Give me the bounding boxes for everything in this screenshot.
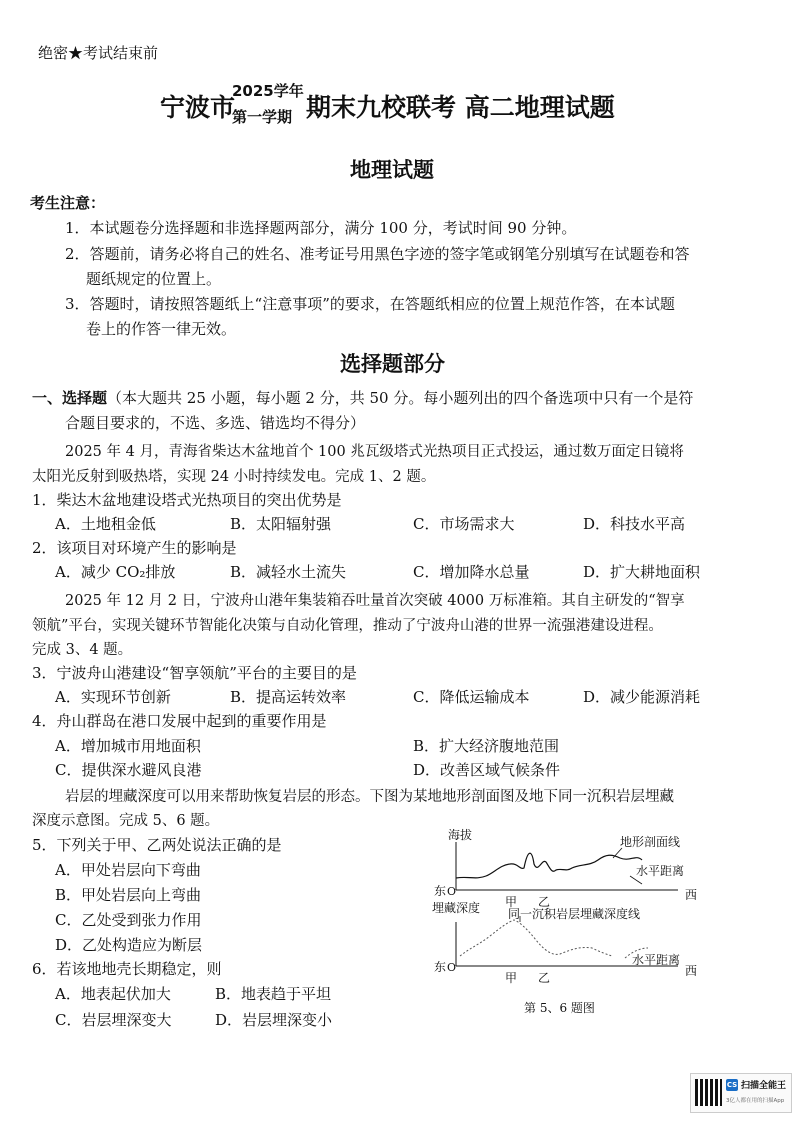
bottom-ylabel: 埋藏深度 xyxy=(432,901,481,915)
question-3-stem: 3．宁波舟山港建设“智享领航”平台的主要目的是 xyxy=(32,664,357,682)
title-term: 第一学期 xyxy=(232,108,293,126)
qr-code-icon xyxy=(695,1079,722,1106)
question-6-option-a[interactable]: A．地表起伏加大 xyxy=(55,985,171,1003)
question-3-option-b[interactable]: B．提高运转效率 xyxy=(230,688,347,706)
question-3-option-c[interactable]: C．降低运输成本 xyxy=(413,688,530,706)
question-6-option-d[interactable]: D．岩层埋深变小 xyxy=(215,1011,333,1029)
question-2-stem: 2．该项目对环境产生的影响是 xyxy=(32,539,237,557)
question-4-stem: 4．舟山群岛在港口发展中起到的重要作用是 xyxy=(32,712,327,730)
passage-1-line: 太阳光反射到吸热塔，实现 24 小时持续发电。完成 1、2 题。 xyxy=(32,469,436,485)
question-4-option-b[interactable]: B．扩大经济腹地范围 xyxy=(413,737,560,755)
passage-2-line: 领航”平台，实现关键环节智能化决策与自动化管理，推动了宁波舟山港的世界一流强港建设进程。 xyxy=(32,618,663,634)
section-title: 选择题部分 xyxy=(340,352,445,376)
bottom-yi-label: 乙 xyxy=(538,971,551,985)
badge-logo: CS xyxy=(726,1081,738,1089)
passage-2-line: 完成 3、4 题。 xyxy=(32,642,133,658)
question-1-option-a[interactable]: A．土地租金低 xyxy=(55,515,156,533)
question-1-stem: 1．柴达木盆地建设塔式光热项目的突出优势是 xyxy=(32,491,342,509)
bottom-west-label: 西 xyxy=(685,964,698,978)
question-5-option-a[interactable]: A．甲处岩层向下弯曲 xyxy=(55,861,201,879)
question-5-option-c[interactable]: C．乙处受到张力作用 xyxy=(55,911,202,929)
figure-caption: 第 5、6 题图 xyxy=(524,1001,595,1015)
question-3-option-d[interactable]: D．减少能源消耗 xyxy=(583,688,701,706)
question-5-option-b[interactable]: B．甲处岩层向上弯曲 xyxy=(55,886,202,904)
question-1-option-b[interactable]: B．太阳辐射强 xyxy=(230,515,332,533)
section-intro-text: （本大题共 25 小题，每小题 2 分，共 50 分。每小题列出的四个备选项中只有一个是符 xyxy=(107,389,694,407)
question-2-option-c[interactable]: C．增加降水总量 xyxy=(413,563,530,581)
passage-3-line: 岩层的埋藏深度可以用来帮助恢复岩层的形态。下图为某地地形剖面图及地下同一沉积岩层埋藏 xyxy=(65,789,674,805)
terrain-profile-figure xyxy=(420,818,720,1028)
depth-label: 同一沉积岩层埋藏深度线 xyxy=(508,907,641,921)
section-intro-label: 一、选择题 xyxy=(32,389,108,407)
passage-1-line: 2025 年 4 月，青海省柴达木盆地首个 100 兆瓦级塔式光热项目正式投运，通过数万面定日镜将 xyxy=(65,444,684,460)
notice-item: 1．本试题卷分选择题和非选择题两部分，满分 100 分，考试时间 90 分钟。 xyxy=(65,219,577,237)
exam-title xyxy=(160,80,640,130)
badge-sub: 3亿人都在用的扫描App xyxy=(726,1098,785,1104)
question-5-stem: 5．下列关于甲、乙两处说法正确的是 xyxy=(32,836,282,854)
question-4-option-a[interactable]: A．增加城市用地面积 xyxy=(55,737,201,755)
bottom-jia-label: 甲 xyxy=(505,971,518,985)
passage-2-line: 2025 年 12 月 2 日，宁波舟山港年集装箱吞吐量首次突破 4000 万标准箱。其自主研发的“智享 xyxy=(65,593,685,609)
secrecy-mark: 绝密★考试结束前 xyxy=(38,44,159,62)
question-2-option-b[interactable]: B．减轻水土流失 xyxy=(230,563,347,581)
top-jia-label: 甲 xyxy=(505,895,518,909)
section-intro-cont: 合题目要求的，不选、多选、错选均不得分） xyxy=(65,414,366,432)
notice-item: 题纸规定的位置上。 xyxy=(86,270,222,288)
question-6-option-b[interactable]: B．地表趋于平坦 xyxy=(215,985,332,1003)
section-intro xyxy=(32,387,693,409)
top-yi-label: 乙 xyxy=(538,895,551,909)
top-east-label: 东 xyxy=(434,884,447,898)
question-2-option-a[interactable]: A．减少 CO₂排放 xyxy=(55,563,176,581)
subtitle: 地理试题 xyxy=(350,158,434,182)
notice-item: 卷上的作答一律无效。 xyxy=(86,320,237,338)
bottom-horizontal-label: 水平距离 xyxy=(632,953,681,967)
notice-heading: 考生注意： xyxy=(30,194,106,212)
title-rest: 期末九校联考 高二地理试题 xyxy=(306,93,615,122)
top-origin-label: O xyxy=(447,885,457,898)
question-1-option-c[interactable]: C．市场需求大 xyxy=(413,515,515,533)
question-4-option-c[interactable]: C．提供深水避风良港 xyxy=(55,761,202,779)
question-1-option-d[interactable]: D．科技水平高 xyxy=(583,515,686,533)
scanner-badge xyxy=(690,1073,792,1113)
question-4-option-d[interactable]: D．改善区域气候条件 xyxy=(413,761,561,779)
top-west-label: 西 xyxy=(685,888,698,902)
bottom-origin-label: O xyxy=(447,961,457,974)
title-city: 宁波市 xyxy=(160,93,236,122)
rock-depth-line xyxy=(460,920,612,956)
passage-3-line: 深度示意图。完成 5、6 题。 xyxy=(32,813,220,829)
top-ylabel: 海拔 xyxy=(448,828,473,842)
notice-item: 2．答题前，请务必将自己的姓名、准考证号用黑色字迹的签字笔或钢笔分别填写在试题卷和答 xyxy=(65,245,690,263)
question-3-option-a[interactable]: A．实现环节创新 xyxy=(55,688,171,706)
question-2-option-d[interactable]: D．扩大耕地面积 xyxy=(583,563,701,581)
notice-item: 3．答题时，请按照答题纸上“注意事项”的要求，在答题纸相应的位置上规范作答，在本试题 xyxy=(65,295,675,313)
top-horizontal-label: 水平距离 xyxy=(636,864,685,878)
badge-name: 扫描全能王 xyxy=(741,1081,787,1091)
bottom-east-label: 东 xyxy=(434,960,447,974)
title-year: 2025学年 xyxy=(232,82,304,100)
profile-label: 地形剖面线 xyxy=(620,835,681,849)
question-6-option-c[interactable]: C．岩层埋深变大 xyxy=(55,1011,172,1029)
question-6-stem: 6．若该地地壳长期稳定，则 xyxy=(32,960,222,978)
question-5-option-d[interactable]: D．乙处构造应为断层 xyxy=(55,936,203,954)
